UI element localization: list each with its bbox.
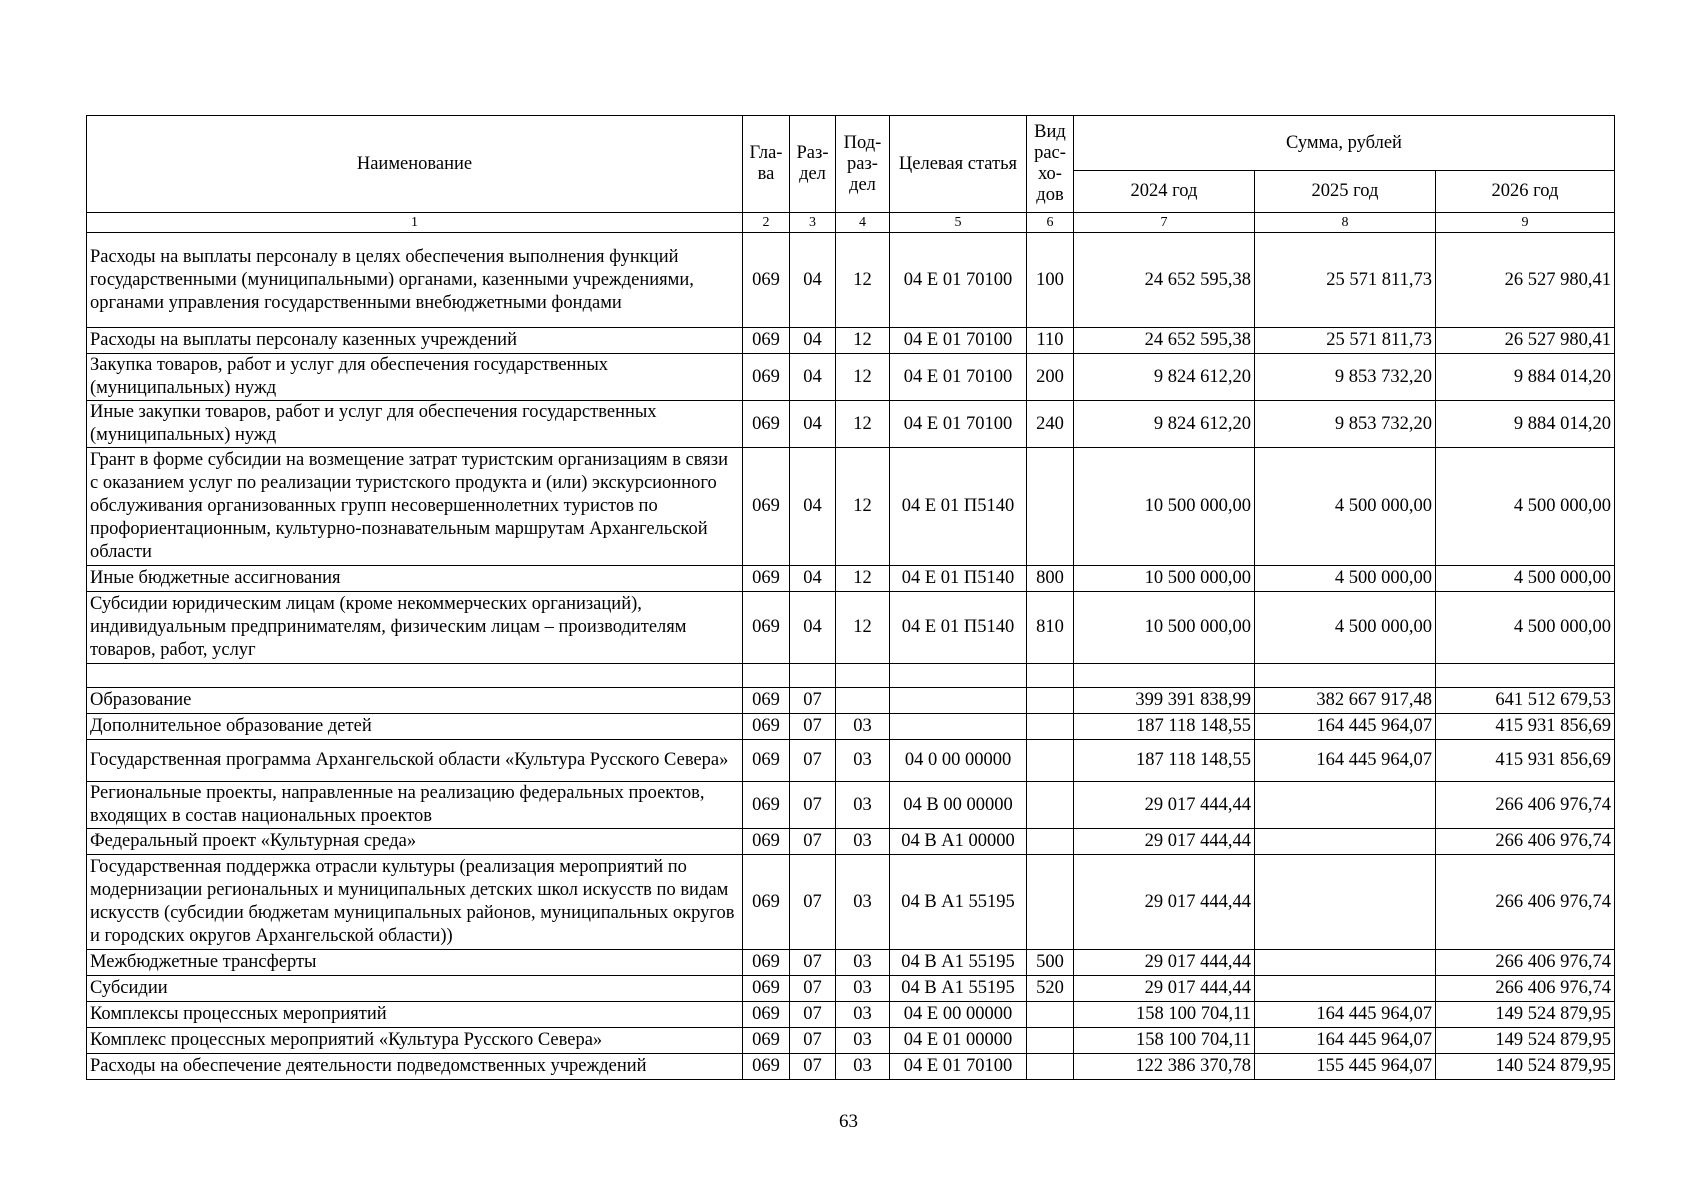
row-razdel: 07	[790, 1054, 836, 1080]
page-number: 63	[839, 1111, 858, 1132]
row-sum-2026: 140 524 879,95	[1436, 1054, 1615, 1080]
row-sum-2024: 9 824 612,20	[1074, 401, 1255, 448]
row-glava: 069	[743, 233, 790, 328]
row-celevaya-statya: 04 Е 00 00000	[890, 1002, 1027, 1028]
row-vid-rashodov	[1027, 782, 1074, 829]
table-body	[87, 233, 1615, 1080]
row-razdel	[790, 664, 836, 688]
row-sum-2025	[1255, 976, 1436, 1002]
row-sum-2025: 164 445 964,07	[1255, 1002, 1436, 1028]
row-sum-2026: 9 884 014,20	[1436, 354, 1615, 401]
row-celevaya-statya: 04 Е 01 00000	[890, 1028, 1027, 1054]
row-podrazdel: 03	[836, 740, 890, 782]
row-sum-2024: 158 100 704,11	[1074, 1028, 1255, 1054]
table-row	[87, 233, 1615, 328]
row-vid-rashodov	[1027, 1002, 1074, 1028]
row-name: Субсидии юридическим лицам (кроме некоммерческих организаций), индивидуальным предпринимателям, физическим лицам – производителям товаров, работ, услуг	[87, 592, 743, 664]
table-row	[87, 566, 1615, 592]
row-celevaya-statya: 04 Е 01 70100	[890, 401, 1027, 448]
row-sum-2024: 187 118 148,55	[1074, 714, 1255, 740]
row-sum-2026: 149 524 879,95	[1436, 1028, 1615, 1054]
row-sum-2024: 122 386 370,78	[1074, 1054, 1255, 1080]
row-vid-rashodov	[1027, 1028, 1074, 1054]
row-name: Государственная программа Архангельской области «Культура Русского Севера»	[87, 740, 743, 782]
row-vid-rashodov: 200	[1027, 354, 1074, 401]
budget-table	[86, 115, 1615, 1080]
row-celevaya-statya: 04 В А1 00000	[890, 829, 1027, 855]
row-vid-rashodov: 500	[1027, 950, 1074, 976]
row-podrazdel: 03	[836, 782, 890, 829]
row-celevaya-statya: 04 В А1 55195	[890, 855, 1027, 950]
row-name: Комплекс процессных мероприятий «Культура Русского Севера»	[87, 1028, 743, 1054]
header-glava: Гла-ва	[743, 116, 790, 213]
row-razdel: 04	[790, 233, 836, 328]
row-sum-2024: 29 017 444,44	[1074, 855, 1255, 950]
row-name: Региональные проекты, направленные на реализацию федеральных проектов, входящих в состав национальных проектов	[87, 782, 743, 829]
row-sum-2024: 158 100 704,11	[1074, 1002, 1255, 1028]
row-celevaya-statya	[890, 714, 1027, 740]
table-row	[87, 976, 1615, 1002]
row-razdel: 04	[790, 328, 836, 354]
row-sum-2025: 164 445 964,07	[1255, 740, 1436, 782]
row-razdel: 07	[790, 829, 836, 855]
row-sum-2024: 24 652 595,38	[1074, 233, 1255, 328]
row-podrazdel: 03	[836, 855, 890, 950]
row-sum-2024: 24 652 595,38	[1074, 328, 1255, 354]
table-row	[87, 401, 1615, 448]
table-row	[87, 1028, 1615, 1054]
row-sum-2024: 29 017 444,44	[1074, 976, 1255, 1002]
row-name: Федеральный проект «Культурная среда»	[87, 829, 743, 855]
header-podrazdel: Под-раз-дел	[836, 116, 890, 213]
row-sum-2025	[1255, 829, 1436, 855]
row-vid-rashodov: 240	[1027, 401, 1074, 448]
row-razdel: 04	[790, 401, 836, 448]
row-name: Грант в форме субсидии на возмещение затрат туристским организациям в связи с оказанием услуг по реализации туристского продукта и (или) экскурсионного обслуживания организованных групп несовершеннолетних туристов по профориентационным, культурно-познавательным маршрутам Архангельской области	[87, 448, 743, 566]
table-row	[87, 592, 1615, 664]
row-name: Расходы на обеспечение деятельности подведомственных учреждений	[87, 1054, 743, 1080]
row-celevaya-statya: 04 Е 01 П5140	[890, 566, 1027, 592]
row-razdel: 07	[790, 976, 836, 1002]
table-row	[87, 950, 1615, 976]
row-podrazdel	[836, 688, 890, 714]
table-row	[87, 829, 1615, 855]
row-glava: 069	[743, 328, 790, 354]
row-glava: 069	[743, 448, 790, 566]
row-glava: 069	[743, 1054, 790, 1080]
row-glava: 069	[743, 740, 790, 782]
row-sum-2025: 25 571 811,73	[1255, 233, 1436, 328]
column-number: 6	[1027, 213, 1074, 233]
row-sum-2024: 9 824 612,20	[1074, 354, 1255, 401]
row-razdel: 04	[790, 566, 836, 592]
row-sum-2024: 29 017 444,44	[1074, 782, 1255, 829]
row-name: Государственная поддержка отрасли культуры (реализация мероприятий по модернизации региональных и муниципальных детских школ искусств по видам искусств (субсидии бюджетам муниципальных районов, муниципальных округов и городских округов Архангельской области))	[87, 855, 743, 950]
row-podrazdel: 03	[836, 1002, 890, 1028]
row-sum-2025: 4 500 000,00	[1255, 566, 1436, 592]
row-sum-2024: 187 118 148,55	[1074, 740, 1255, 782]
row-sum-2025: 4 500 000,00	[1255, 448, 1436, 566]
row-name: Иные закупки товаров, работ и услуг для обеспечения государственных (муниципальных) нужд	[87, 401, 743, 448]
row-glava: 069	[743, 592, 790, 664]
header-year-2025: 2025 год	[1255, 171, 1436, 213]
column-number: 3	[790, 213, 836, 233]
row-name: Расходы на выплаты персоналу казенных учреждений	[87, 328, 743, 354]
column-number: 2	[743, 213, 790, 233]
row-sum-2025	[1255, 950, 1436, 976]
row-sum-2024: 399 391 838,99	[1074, 688, 1255, 714]
header-name: Наименование	[87, 116, 743, 213]
row-glava: 069	[743, 688, 790, 714]
header-vid-rashodov: Вид рас-хо-дов	[1027, 116, 1074, 213]
row-sum-2025	[1255, 664, 1436, 688]
column-number: 7	[1074, 213, 1255, 233]
row-razdel: 07	[790, 688, 836, 714]
row-podrazdel: 12	[836, 566, 890, 592]
row-razdel: 04	[790, 592, 836, 664]
row-sum-2026: 415 931 856,69	[1436, 714, 1615, 740]
row-sum-2026: 26 527 980,41	[1436, 328, 1615, 354]
row-name: Закупка товаров, работ и услуг для обеспечения государственных (муниципальных) нужд	[87, 354, 743, 401]
row-name	[87, 664, 743, 688]
row-vid-rashodov	[1027, 664, 1074, 688]
row-glava	[743, 664, 790, 688]
table-row	[87, 782, 1615, 829]
table-row	[87, 1054, 1615, 1080]
row-sum-2026: 641 512 679,53	[1436, 688, 1615, 714]
row-sum-2025: 382 667 917,48	[1255, 688, 1436, 714]
table-row	[87, 354, 1615, 401]
header-summa: Сумма, рублей	[1074, 116, 1615, 171]
row-sum-2025: 9 853 732,20	[1255, 401, 1436, 448]
column-number: 9	[1436, 213, 1615, 233]
header-year-2024: 2024 год	[1074, 171, 1255, 213]
header-celevaya-statya: Целевая статья	[890, 116, 1027, 213]
row-podrazdel: 03	[836, 829, 890, 855]
row-sum-2025: 164 445 964,07	[1255, 714, 1436, 740]
row-sum-2025: 155 445 964,07	[1255, 1054, 1436, 1080]
row-sum-2026: 9 884 014,20	[1436, 401, 1615, 448]
table-row	[87, 740, 1615, 782]
row-sum-2024: 10 500 000,00	[1074, 592, 1255, 664]
row-celevaya-statya: 04 Е 01 70100	[890, 328, 1027, 354]
row-celevaya-statya	[890, 664, 1027, 688]
row-podrazdel: 03	[836, 950, 890, 976]
row-celevaya-statya: 04 Е 01 70100	[890, 233, 1027, 328]
header-year-2026: 2026 год	[1436, 171, 1615, 213]
row-sum-2024: 10 500 000,00	[1074, 448, 1255, 566]
row-sum-2026: 266 406 976,74	[1436, 950, 1615, 976]
table-row	[87, 448, 1615, 566]
row-vid-rashodov	[1027, 448, 1074, 566]
row-celevaya-statya: 04 Е 01 70100	[890, 354, 1027, 401]
table-row	[87, 664, 1615, 688]
row-razdel: 07	[790, 1028, 836, 1054]
row-sum-2025: 164 445 964,07	[1255, 1028, 1436, 1054]
row-glava: 069	[743, 566, 790, 592]
table-row	[87, 328, 1615, 354]
row-razdel: 07	[790, 740, 836, 782]
table-row	[87, 1002, 1615, 1028]
row-vid-rashodov	[1027, 740, 1074, 782]
row-name: Расходы на выплаты персоналу в целях обеспечения выполнения функций государственными (муниципальными) органами, казенными учреждениями, органами управления государственными внебюджетными фондами	[87, 233, 743, 328]
row-razdel: 04	[790, 354, 836, 401]
row-vid-rashodov: 810	[1027, 592, 1074, 664]
row-celevaya-statya: 04 В А1 55195	[890, 976, 1027, 1002]
row-sum-2026: 266 406 976,74	[1436, 855, 1615, 950]
row-glava: 069	[743, 1028, 790, 1054]
row-sum-2026: 149 524 879,95	[1436, 1002, 1615, 1028]
row-name: Дополнительное образование детей	[87, 714, 743, 740]
row-vid-rashodov: 520	[1027, 976, 1074, 1002]
row-glava: 069	[743, 782, 790, 829]
column-number: 5	[890, 213, 1027, 233]
row-vid-rashodov	[1027, 714, 1074, 740]
row-celevaya-statya: 04 Е 01 П5140	[890, 448, 1027, 566]
row-name: Субсидии	[87, 976, 743, 1002]
row-celevaya-statya: 04 В 00 00000	[890, 782, 1027, 829]
row-podrazdel: 12	[836, 448, 890, 566]
row-sum-2025: 25 571 811,73	[1255, 328, 1436, 354]
row-glava: 069	[743, 855, 790, 950]
row-glava: 069	[743, 829, 790, 855]
row-sum-2026	[1436, 664, 1615, 688]
row-podrazdel: 12	[836, 592, 890, 664]
row-sum-2026: 4 500 000,00	[1436, 448, 1615, 566]
row-glava: 069	[743, 976, 790, 1002]
row-vid-rashodov	[1027, 1054, 1074, 1080]
table-row	[87, 688, 1615, 714]
row-celevaya-statya: 04 0 00 00000	[890, 740, 1027, 782]
row-glava: 069	[743, 354, 790, 401]
row-celevaya-statya	[890, 688, 1027, 714]
row-vid-rashodov	[1027, 829, 1074, 855]
row-sum-2024: 29 017 444,44	[1074, 950, 1255, 976]
row-razdel: 04	[790, 448, 836, 566]
row-sum-2026: 26 527 980,41	[1436, 233, 1615, 328]
row-razdel: 07	[790, 714, 836, 740]
row-razdel: 07	[790, 950, 836, 976]
header-razdel: Раз-дел	[790, 116, 836, 213]
row-podrazdel: 03	[836, 714, 890, 740]
row-celevaya-statya: 04 Е 01 70100	[890, 1054, 1027, 1080]
row-vid-rashodov	[1027, 688, 1074, 714]
row-razdel: 07	[790, 782, 836, 829]
column-number: 1	[87, 213, 743, 233]
row-sum-2026: 415 931 856,69	[1436, 740, 1615, 782]
row-glava: 069	[743, 714, 790, 740]
row-podrazdel: 12	[836, 401, 890, 448]
row-sum-2024	[1074, 664, 1255, 688]
row-sum-2024: 29 017 444,44	[1074, 829, 1255, 855]
row-vid-rashodov: 100	[1027, 233, 1074, 328]
column-number-row	[87, 213, 1615, 233]
row-podrazdel: 03	[836, 1054, 890, 1080]
row-podrazdel: 12	[836, 354, 890, 401]
row-celevaya-statya: 04 В А1 55195	[890, 950, 1027, 976]
row-sum-2026: 266 406 976,74	[1436, 782, 1615, 829]
row-glava: 069	[743, 401, 790, 448]
row-vid-rashodov: 800	[1027, 566, 1074, 592]
row-sum-2026: 4 500 000,00	[1436, 592, 1615, 664]
row-name: Образование	[87, 688, 743, 714]
table-header	[87, 116, 1615, 233]
row-sum-2026: 4 500 000,00	[1436, 566, 1615, 592]
row-sum-2025	[1255, 855, 1436, 950]
row-celevaya-statya: 04 Е 01 П5140	[890, 592, 1027, 664]
row-sum-2025: 9 853 732,20	[1255, 354, 1436, 401]
row-name: Межбюджетные трансферты	[87, 950, 743, 976]
column-number: 8	[1255, 213, 1436, 233]
column-number: 4	[836, 213, 890, 233]
row-vid-rashodov: 110	[1027, 328, 1074, 354]
row-podrazdel: 03	[836, 1028, 890, 1054]
row-sum-2026: 266 406 976,74	[1436, 976, 1615, 1002]
row-name: Иные бюджетные ассигнования	[87, 566, 743, 592]
row-podrazdel: 12	[836, 233, 890, 328]
row-sum-2024: 10 500 000,00	[1074, 566, 1255, 592]
row-razdel: 07	[790, 1002, 836, 1028]
row-glava: 069	[743, 1002, 790, 1028]
table-row	[87, 714, 1615, 740]
row-vid-rashodov	[1027, 855, 1074, 950]
row-sum-2025	[1255, 782, 1436, 829]
table-row	[87, 855, 1615, 950]
row-sum-2025: 4 500 000,00	[1255, 592, 1436, 664]
row-glava: 069	[743, 950, 790, 976]
row-podrazdel: 03	[836, 976, 890, 1002]
row-razdel: 07	[790, 855, 836, 950]
row-name: Комплексы процессных мероприятий	[87, 1002, 743, 1028]
row-podrazdel: 12	[836, 328, 890, 354]
row-podrazdel	[836, 664, 890, 688]
row-sum-2026: 266 406 976,74	[1436, 829, 1615, 855]
